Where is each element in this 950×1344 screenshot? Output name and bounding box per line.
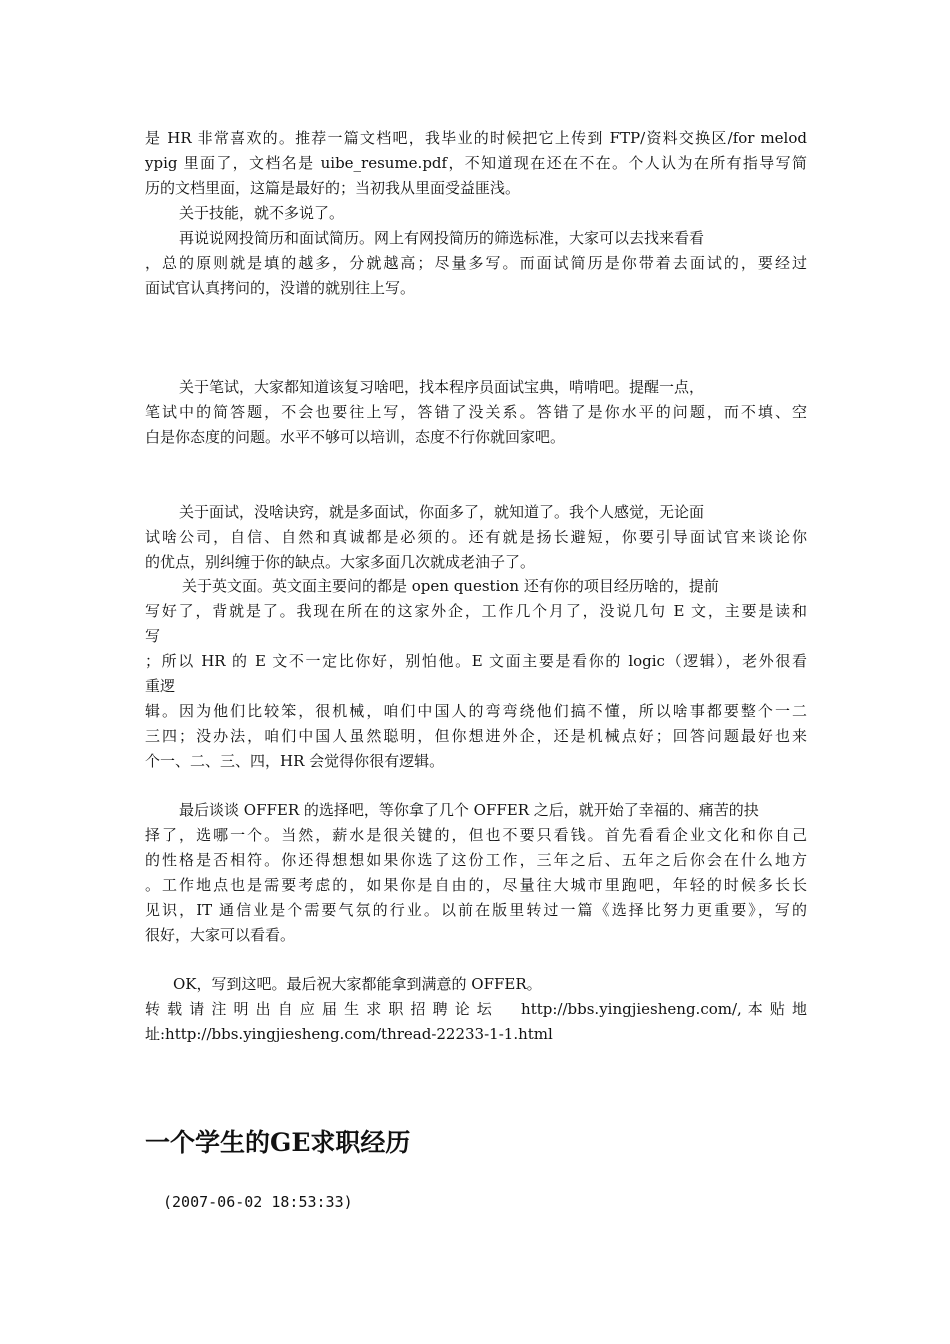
paragraph-line: 历的文档里面，这篇是最好的；当初我从里面受益匪浅。 xyxy=(145,179,521,197)
paragraph-line: 面试官认真拷问的，没谱的就别往上写。 xyxy=(145,279,416,297)
paragraph-line: 关于笔试，大家都知道该复习啥吧，找本程序员面试宝典，啃啃吧。提醒一点， xyxy=(179,378,705,396)
paragraph-line: ypig 里面了，文档名是 uibe_resume.pdf，不知道现在还在不在。个人认为在所有指导写简 xyxy=(145,154,807,172)
repost-notice: 址:http://bbs.yingjiesheng.com/thread-22233-1-1.html xyxy=(145,1025,553,1043)
article-title: 一个学生的GE求职经历 xyxy=(145,1128,411,1157)
paragraph-line: 重逻 xyxy=(145,677,176,695)
paragraph-line: 辑。因为他们比较笨，很机械，咱们中国人的弯弯绕他们搞不懂，所以啥事都要整个一二 xyxy=(145,702,807,720)
paragraph-line: 最后谈谈 OFFER 的选择吧，等你拿了几个 OFFER 之后，就开始了幸福的、痛苦的抉 xyxy=(179,801,759,819)
paragraph-line: ；所以 HR 的 E 文不一定比你好，别怕他。E 文面主要是看你的 logic（逻辑），老外很看 xyxy=(145,652,807,670)
paragraph-line: 写 xyxy=(145,627,161,645)
paragraph-line: 的性格是否相符。你还得想想如果你选了这份工作，三年之后、五年之后你会在什么地方 xyxy=(145,851,807,869)
paragraph-line: 三四；没办法，咱们中国人虽然聪明，但你想进外企，还是机械点好；回答问题最好也来 xyxy=(145,727,807,745)
paragraph-line: 很好，大家可以看看。 xyxy=(145,926,296,944)
paragraph-line: 关于英文面。英文面主要问的都是 open question 还有你的项目经历啥的，提前 xyxy=(182,577,719,595)
article-timestamp: (2007-06-02 18:53:33) xyxy=(163,1193,353,1211)
paragraph-line: 写好了，背就是了。我现在所在的这家外企，工作几个月了，没说几句 E 文，主要是读和 xyxy=(145,602,807,620)
paragraph-line: 再说说网投简历和面试简历。网上有网投简历的筛选标准，大家可以去找来看看 xyxy=(179,229,705,247)
paragraph-line: 关于技能，就不多说了。 xyxy=(179,204,345,222)
paragraph-line: 试啥公司，自信、自然和真诚都是必须的。还有就是扬长避短，你要引导面试官来谈论你 xyxy=(145,528,807,546)
paragraph-line: 白是你态度的问题。水平不够可以培训，态度不行你就回家吧。 xyxy=(145,428,566,446)
paragraph-line: 见识，IT 通信业是个需要气氛的行业。以前在版里转过一篇《选择比努力更重要》，写的 xyxy=(145,901,807,919)
paragraph-line: 。工作地点也是需要考虑的，如果你是自由的，尽量往大城市里跑吧，年轻的时候多长长 xyxy=(145,876,807,894)
paragraph-line: OK，写到这吧。最后祝大家都能拿到满意的 OFFER。 xyxy=(173,975,542,993)
paragraph-line: 个一、二、三、四，HR 会觉得你很有逻辑。 xyxy=(145,752,445,770)
paragraph-line: ，总的原则就是填的越多，分就越高；尽量多写。而面试简历是你带着去面试的，要经过 xyxy=(145,254,807,272)
repost-notice: 转 载 请 注 明 出 自 应 届 生 求 职 招 聘 论 坛 http://bbs.yingjiesheng.com/, 本 贴 地 xyxy=(145,1000,807,1018)
paragraph-line: 择了，选哪一个。当然，薪水是很关键的，但也不要只看钱。首先看看企业文化和你自己 xyxy=(145,826,807,844)
paragraph-line: 关于面试，没啥诀窍，就是多面试，你面多了，就知道了。我个人感觉，无论面 xyxy=(179,503,705,521)
paragraph-line: 的优点，别纠缠于你的缺点。大家多面几次就成老油子了。 xyxy=(145,553,536,571)
paragraph-line: 笔试中的简答题，不会也要往上写，答错了没关系。答错了是你水平的问题，而不填、空 xyxy=(145,403,807,421)
paragraph-line: 是 HR 非常喜欢的。推荐一篇文档吧，我毕业的时候把它上传到 FTP/资料交换区/for melod xyxy=(145,129,807,147)
